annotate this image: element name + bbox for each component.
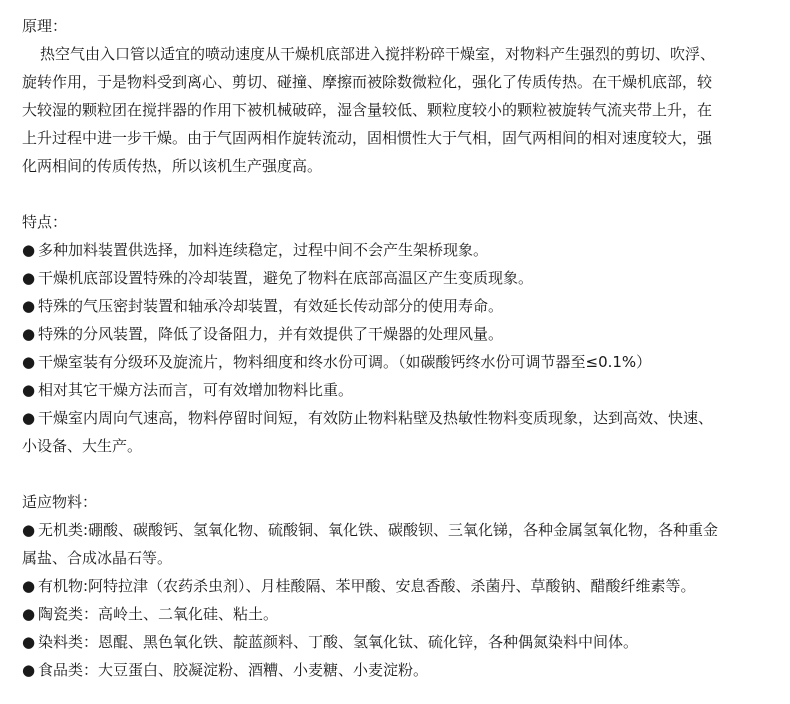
bullet-icon: ● — [22, 325, 36, 343]
material-text: 有机物:阿特拉津（农药杀虫剂）、月桂酸隔、苯甲酸、安息香酸、杀菌丹、草酸钠、醋酸纤维素等。 — [38, 577, 696, 595]
feature-item — [22, 264, 782, 292]
feature-text: 相对其它干燥方法而言，可有效增加物料比重。 — [38, 381, 354, 399]
principle-line: 旋转作用，于是物料受到离心、剪切、碰撞、摩擦而被除数微粒化，强化了传质传热。在干燥机底部，较 — [22, 73, 713, 91]
material-text: 陶瓷类：高岭土、二氧化硅、粘土。 — [38, 605, 279, 623]
feature-item-continuation: 小设备、大生产。 — [22, 437, 143, 455]
material-item — [22, 572, 782, 600]
principle-line: 大较湿的颗粒团在搅拌器的作用下被机械破碎，湿含量较低、颗粒度较小的颗粒被旋转气流夹带上升，在 — [22, 101, 713, 119]
feature-item — [22, 404, 782, 432]
bullet-icon: ● — [22, 269, 36, 287]
material-item — [22, 516, 782, 544]
materials-heading: 适应物料： — [22, 493, 98, 511]
principle-line: 化两相间的传质传热，所以该机生产强度高。 — [22, 157, 323, 175]
bullet-icon: ● — [22, 521, 36, 539]
material-item — [22, 656, 782, 684]
material-item — [22, 628, 782, 656]
material-text: 染料类：恩醌、黑色氧化铁、靛蓝颜料、丁酸、氢氧化钛、硫化锌，各种偶氮染料中间体。 — [38, 633, 639, 651]
feature-text: 干燥室内周向气速高，物料停留时间短，有效防止物料粘壁及热敏性物料变质现象，达到高效、快速、 — [38, 409, 714, 427]
material-item — [22, 600, 782, 628]
principle-line: 上升过程中进一步干燥。由于气固两相作旋转流动，固相惯性大于气相，固气两相间的相对速度较大，强 — [22, 129, 713, 147]
feature-text: 多种加料装置供选择，加料连续稳定，过程中间不会产生架桥现象。 — [38, 241, 489, 259]
bullet-icon: ● — [22, 381, 36, 399]
feature-text: 特殊的分风装置，降低了设备阻力，并有效提供了干燥器的处理风量。 — [38, 325, 504, 343]
feature-item — [22, 236, 782, 264]
material-item-continuation: 属盐、合成冰晶石等。 — [22, 549, 173, 567]
bullet-icon: ● — [22, 661, 36, 679]
bullet-icon: ● — [22, 353, 36, 371]
bullet-icon: ● — [22, 633, 36, 651]
spacer — [22, 180, 782, 208]
material-text: 无机类:硼酸、碳酸钙、氢氧化物、硫酸铜、氧化铁、碳酸钡、三氧化锑，各种金属氢氧化物，各种重金 — [38, 521, 719, 539]
material-text: 食品类：大豆蛋白、胶凝淀粉、酒糟、小麦糖、小麦淀粉。 — [38, 661, 429, 679]
feature-text: 干燥室装有分级环及旋流片，物料细度和终水份可调。（如碳酸钙终水份可调节器至≤0.1%） — [38, 353, 652, 371]
bullet-icon: ● — [22, 297, 36, 315]
feature-item — [22, 292, 782, 320]
feature-item — [22, 376, 782, 404]
features-heading: 特点： — [22, 213, 68, 231]
principle-line: 热空气由入口管以适宜的喷动速度从干燥机底部进入搅拌粉碎干燥室，对物料产生强烈的剪切、吹浮、 — [40, 45, 716, 63]
feature-item — [22, 320, 782, 348]
document-body — [22, 12, 782, 684]
principle-heading: 原理： — [22, 17, 68, 35]
principle-paragraph — [22, 40, 782, 180]
feature-text: 特殊的气压密封装置和轴承冷却装置，有效延长传动部分的使用寿命。 — [38, 297, 504, 315]
materials-list — [22, 516, 782, 684]
feature-text: 干燥机底部设置特殊的冷却装置，避免了物料在底部高温区产生变质现象。 — [38, 269, 534, 287]
feature-item — [22, 348, 782, 376]
features-list — [22, 236, 782, 460]
bullet-icon: ● — [22, 241, 36, 259]
spacer — [22, 460, 782, 488]
bullet-icon: ● — [22, 577, 36, 595]
bullet-icon: ● — [22, 409, 36, 427]
bullet-icon: ● — [22, 605, 36, 623]
